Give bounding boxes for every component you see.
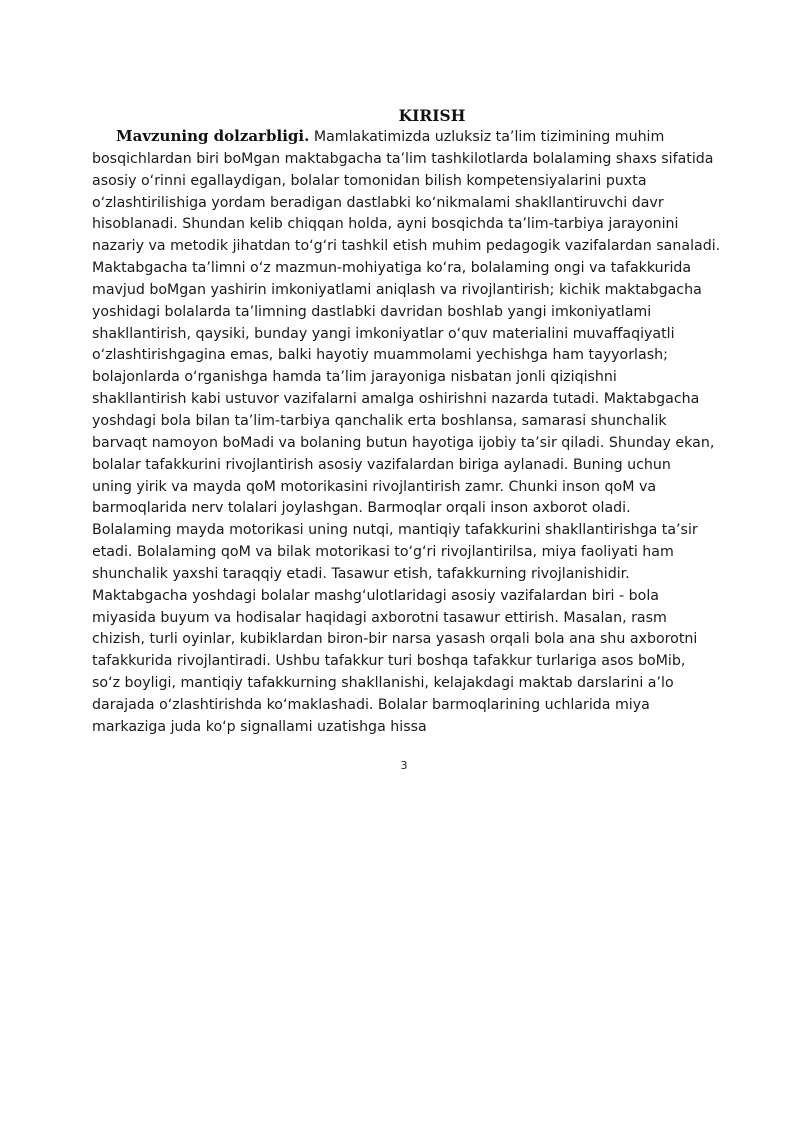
paragraph-line: bolalar tafakkurini rivojlantirish asosiy vazifalardan biriga aylanadi. Buning uchun [92,456,671,473]
section-title: KIRISH [398,106,466,125]
page-number: 3 [400,759,408,772]
paragraph-line: o‘zlashtirishgagina emas, balki hayotiy muammolami yechishga ham tayyorlash; [92,347,668,364]
paragraph-line: markaziga juda ko‘p signallami uzatishga hissa [92,718,427,735]
paragraph-line: etadi. Bolalaming qoM va bilak motorikasi to‘g‘ri rivojlantirilsa, miya faoliyati ham [92,544,674,561]
body-paragraph [92,126,772,739]
paragraph-line: chizish, turli oyinlar, kubiklardan biron-bir narsa yasash orqali bola ana shu axborotni [92,631,698,648]
paragraph-line: darajada o‘zlashtirishda ko‘maklashadi. Bolalar barmoqlarining uchlarida miya [92,696,650,713]
paragraph-line: shakllantirish kabi ustuvor vazifalarni amalga oshirishni nazarda tutadi. Maktabgacha [92,391,700,408]
paragraph-line: Maktabgacha ta’limni o‘z mazmun-mohiyatiga ko‘ra, bolalaming ongi va tafakkurida [92,260,692,277]
paragraph-line: tafakkurida rivojlantiradi. Ushbu tafakkur turi boshqa tafakkur turlariga asos boMib, [92,653,686,670]
paragraph-line: barmoqlarida nerv tolalari joylashgan. Barmoqlar orqali inson axborot oladi. [92,500,631,517]
paragraph-line-text: Mamlakatimizda uzluksiz ta’lim tizimining muhim [309,129,665,145]
paragraph-line: barvaqt namoyon boMadi va bolaning butun hayotiga ijobiy ta’sir qiladi. Shunday ekan, [92,434,715,451]
paragraph-line: mavjud boMgan yashirin imkoniyatlami aniqlash va rivojlantirish; kichik maktabgacha [92,281,702,298]
paragraph-line: Bolalaming mayda motorikasi uning nutqi, mantiqiy tafakkurini shakllantirishga ta’sir [92,522,698,539]
paragraph-line: yoshdagi bola bilan ta’lim-tarbiya qanchalik erta boshlansa, samarasi shunchalik [92,412,667,429]
paragraph-line: bolajonlarda o‘rganishga hamda ta’lim jarayoniga nisbatan jonli qiziqishni [92,369,617,386]
paragraph-line: so‘z boyligi, mantiqiy tafakkurning shakllanishi, kelajakdagi maktab darslarini a’lo [92,675,674,692]
paragraph-line: Maktabgacha yoshdagi bolalar mashg‘ulotlaridagi asosiy vazifalardan biri - bola [92,587,659,604]
paragraph-line: shunchalik yaxshi taraqqiy etadi. Tasawur etish, tafakkurning rivojlanishidir. [92,565,630,582]
paragraph-line: nazariy va metodik jihatdan to‘g‘ri tashkil etish muhim pedagogik vazifalardan sanaladi. [92,238,721,255]
paragraph-line: uning yirik va mayda qoM motorikasini rivojlantirish zamr. Chunki inson qoM va [92,478,657,495]
paragraph-line: shakllantirish, qaysiki, bunday yangi imkoniyatlar o‘quv materialini muvaffaqiyatli [92,325,675,342]
paragraph-line: o‘zlashtirilishiga yordam beradigan dastlabki ko‘nikmalami shakllantiruvchi davr [92,194,664,211]
lead-heading: Mavzuning dolzarbligi. [116,127,310,145]
paragraph-line: yoshidagi bolalarda ta’limning dastlabki davridan boshlab yangi imkoniyatlami [92,303,652,320]
paragraph-line: asosiy o‘rinni egallaydigan, bolalar tomonidan bilish kompetensiyalarini puxta [92,172,647,189]
paragraph-line: miyasida buyum va hodisalar haqidagi axborotni tasawur ettirish. Masalan, rasm [92,609,667,626]
paragraph-line: hisoblanadi. Shundan kelib chiqqan holda, ayni bosqichda ta’lim-tarbiya jarayonini [92,216,679,233]
paragraph-line: bosqichlardan biri boMgan maktabgacha ta’lim tashkilotlarda bolalaming shaxs sifatida [92,150,714,167]
paragraph-line-first [92,126,772,149]
